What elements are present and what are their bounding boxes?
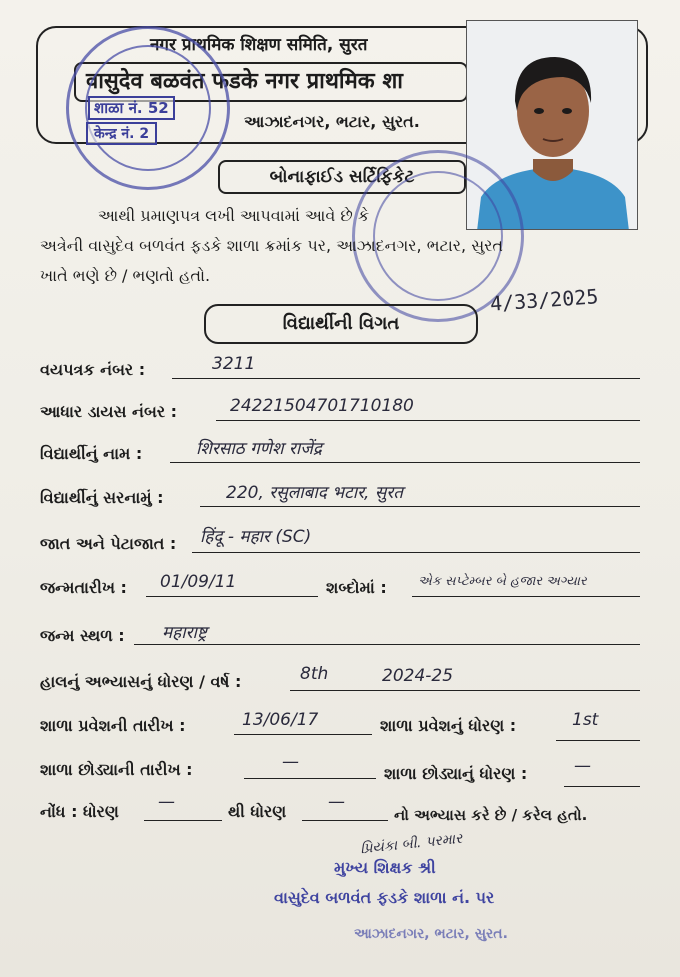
school-name-banner: वासुदेव बळवंत फडके नगर प्राथमिक शा	[74, 62, 468, 102]
leaving-std-line	[564, 786, 640, 787]
register-line	[172, 378, 640, 379]
academic-year-value: 2024-25	[382, 666, 454, 686]
seal-kendra-number: केन्द्र नं. 2	[86, 122, 157, 145]
register-value: 3211	[212, 354, 256, 374]
school-address: આઝાદનગર, ભટાર, સુરત.	[244, 112, 420, 131]
admission-date-value: 13/06/17	[242, 710, 319, 730]
intro-line-3: ખાતે ભણે છે / ભણતો હતો.	[40, 266, 211, 285]
leaving-date-value: —	[282, 752, 299, 772]
student-name-label: વિદ્યાર્થીનું નામ :	[40, 444, 143, 463]
admission-std-label: શાળા પ્રવેશનું ધોરણ :	[380, 716, 517, 735]
admission-std-line	[556, 740, 640, 741]
birthplace-value: महाराष्ट्र	[162, 623, 207, 643]
birthplace-line	[134, 644, 640, 645]
seal-school-number: शाळा नं. 52	[88, 96, 175, 120]
admission-std-value: 1st	[572, 710, 599, 730]
current-std-value: 8th	[300, 664, 329, 684]
current-std-line	[290, 690, 640, 691]
dob-value: 01/09/11	[160, 572, 237, 592]
note-from-value: —	[158, 792, 175, 812]
caste-line	[192, 552, 640, 553]
issue-date: 4/33/2025	[489, 284, 600, 316]
leaving-std-label: શાળા છોડ્યાનું ધોરણ :	[384, 764, 528, 783]
aadhaar-label: આધાર ડાયસ નંબર :	[40, 402, 178, 421]
student-address-label: વિદ્યાર્થીનું સરનામું :	[40, 488, 164, 507]
note-label: નોંધ : ધોરણ	[40, 802, 119, 821]
headmaster-signature: પ્રિયંકા બી. પરમાર	[359, 830, 464, 858]
school-stamp-name: વાસુદેવ બળવંત ફડકે શાળા નં. પર	[274, 888, 495, 907]
admission-date-label: શાળા પ્રવેશની તારીખ :	[40, 716, 186, 735]
student-name-line	[170, 462, 640, 463]
note-from-line	[144, 820, 222, 821]
student-address-value: 220, रसुलाबाद भटार, सुरत	[226, 483, 403, 503]
section-title: વિદ્યાર્થીની વિગત	[204, 304, 478, 344]
note-mid-label: થી ધોરણ	[228, 802, 287, 821]
leaving-date-label: શાળા છોડ્યાની તારીખ :	[40, 760, 193, 779]
note-end-text: નો અભ્યાસ કરે છે / કરેલ હતો.	[394, 806, 588, 824]
certificate-title: બોનાફાઈડ સર્ટિફિકેટ	[218, 160, 466, 194]
dob-words-label: શબ્દોમાં :	[326, 578, 387, 597]
current-std-label: હાલનું અભ્યાસનું ધોરણ / વર્ષ :	[40, 672, 242, 691]
org-name: नगर प्राथमिक शिक्षण समिति, सुरत	[150, 35, 368, 55]
student-address-line	[200, 506, 640, 507]
school-stamp-address: આઝાદનગર, ભટાર, સુરત.	[354, 926, 508, 942]
caste-value: हिंदू - महार (SC)	[200, 527, 312, 547]
note-to-line	[302, 820, 388, 821]
birthplace-label: જન્મ સ્થળ :	[40, 626, 125, 645]
register-label: વયપત્રક નંબર :	[40, 360, 146, 379]
headmaster-title: મુખ્ય શિક્ષક શ્રી	[334, 858, 436, 877]
dob-line	[146, 596, 318, 597]
aadhaar-value: 24221504701710180	[230, 396, 414, 416]
note-to-value: —	[328, 792, 345, 812]
admission-date-line	[234, 734, 372, 735]
intro-line-1: આથી પ્રમાણપત્ર લખી આપવામાં આવે છે કે	[98, 206, 370, 225]
leaving-date-line	[244, 778, 376, 779]
student-name-value: शिरसाठ गणेश राजेंद्र	[196, 439, 322, 459]
dob-words-line	[412, 596, 640, 597]
caste-label: જાત અને પેટાજાત :	[40, 534, 177, 553]
dob-label: જન્મતારીખ :	[40, 578, 127, 597]
aadhaar-line	[216, 420, 640, 421]
intro-line-2: અત્રેની વાસુદેવ બળવંત ફડકે શાળા ક્રમાંક પર, આઝાદનગર, ભટાર, સુરત	[40, 236, 504, 255]
dob-words-value: એક સપ્ટેમ્બર બે હજાર અગ્યાર	[418, 574, 587, 589]
leaving-std-value: —	[574, 756, 591, 776]
